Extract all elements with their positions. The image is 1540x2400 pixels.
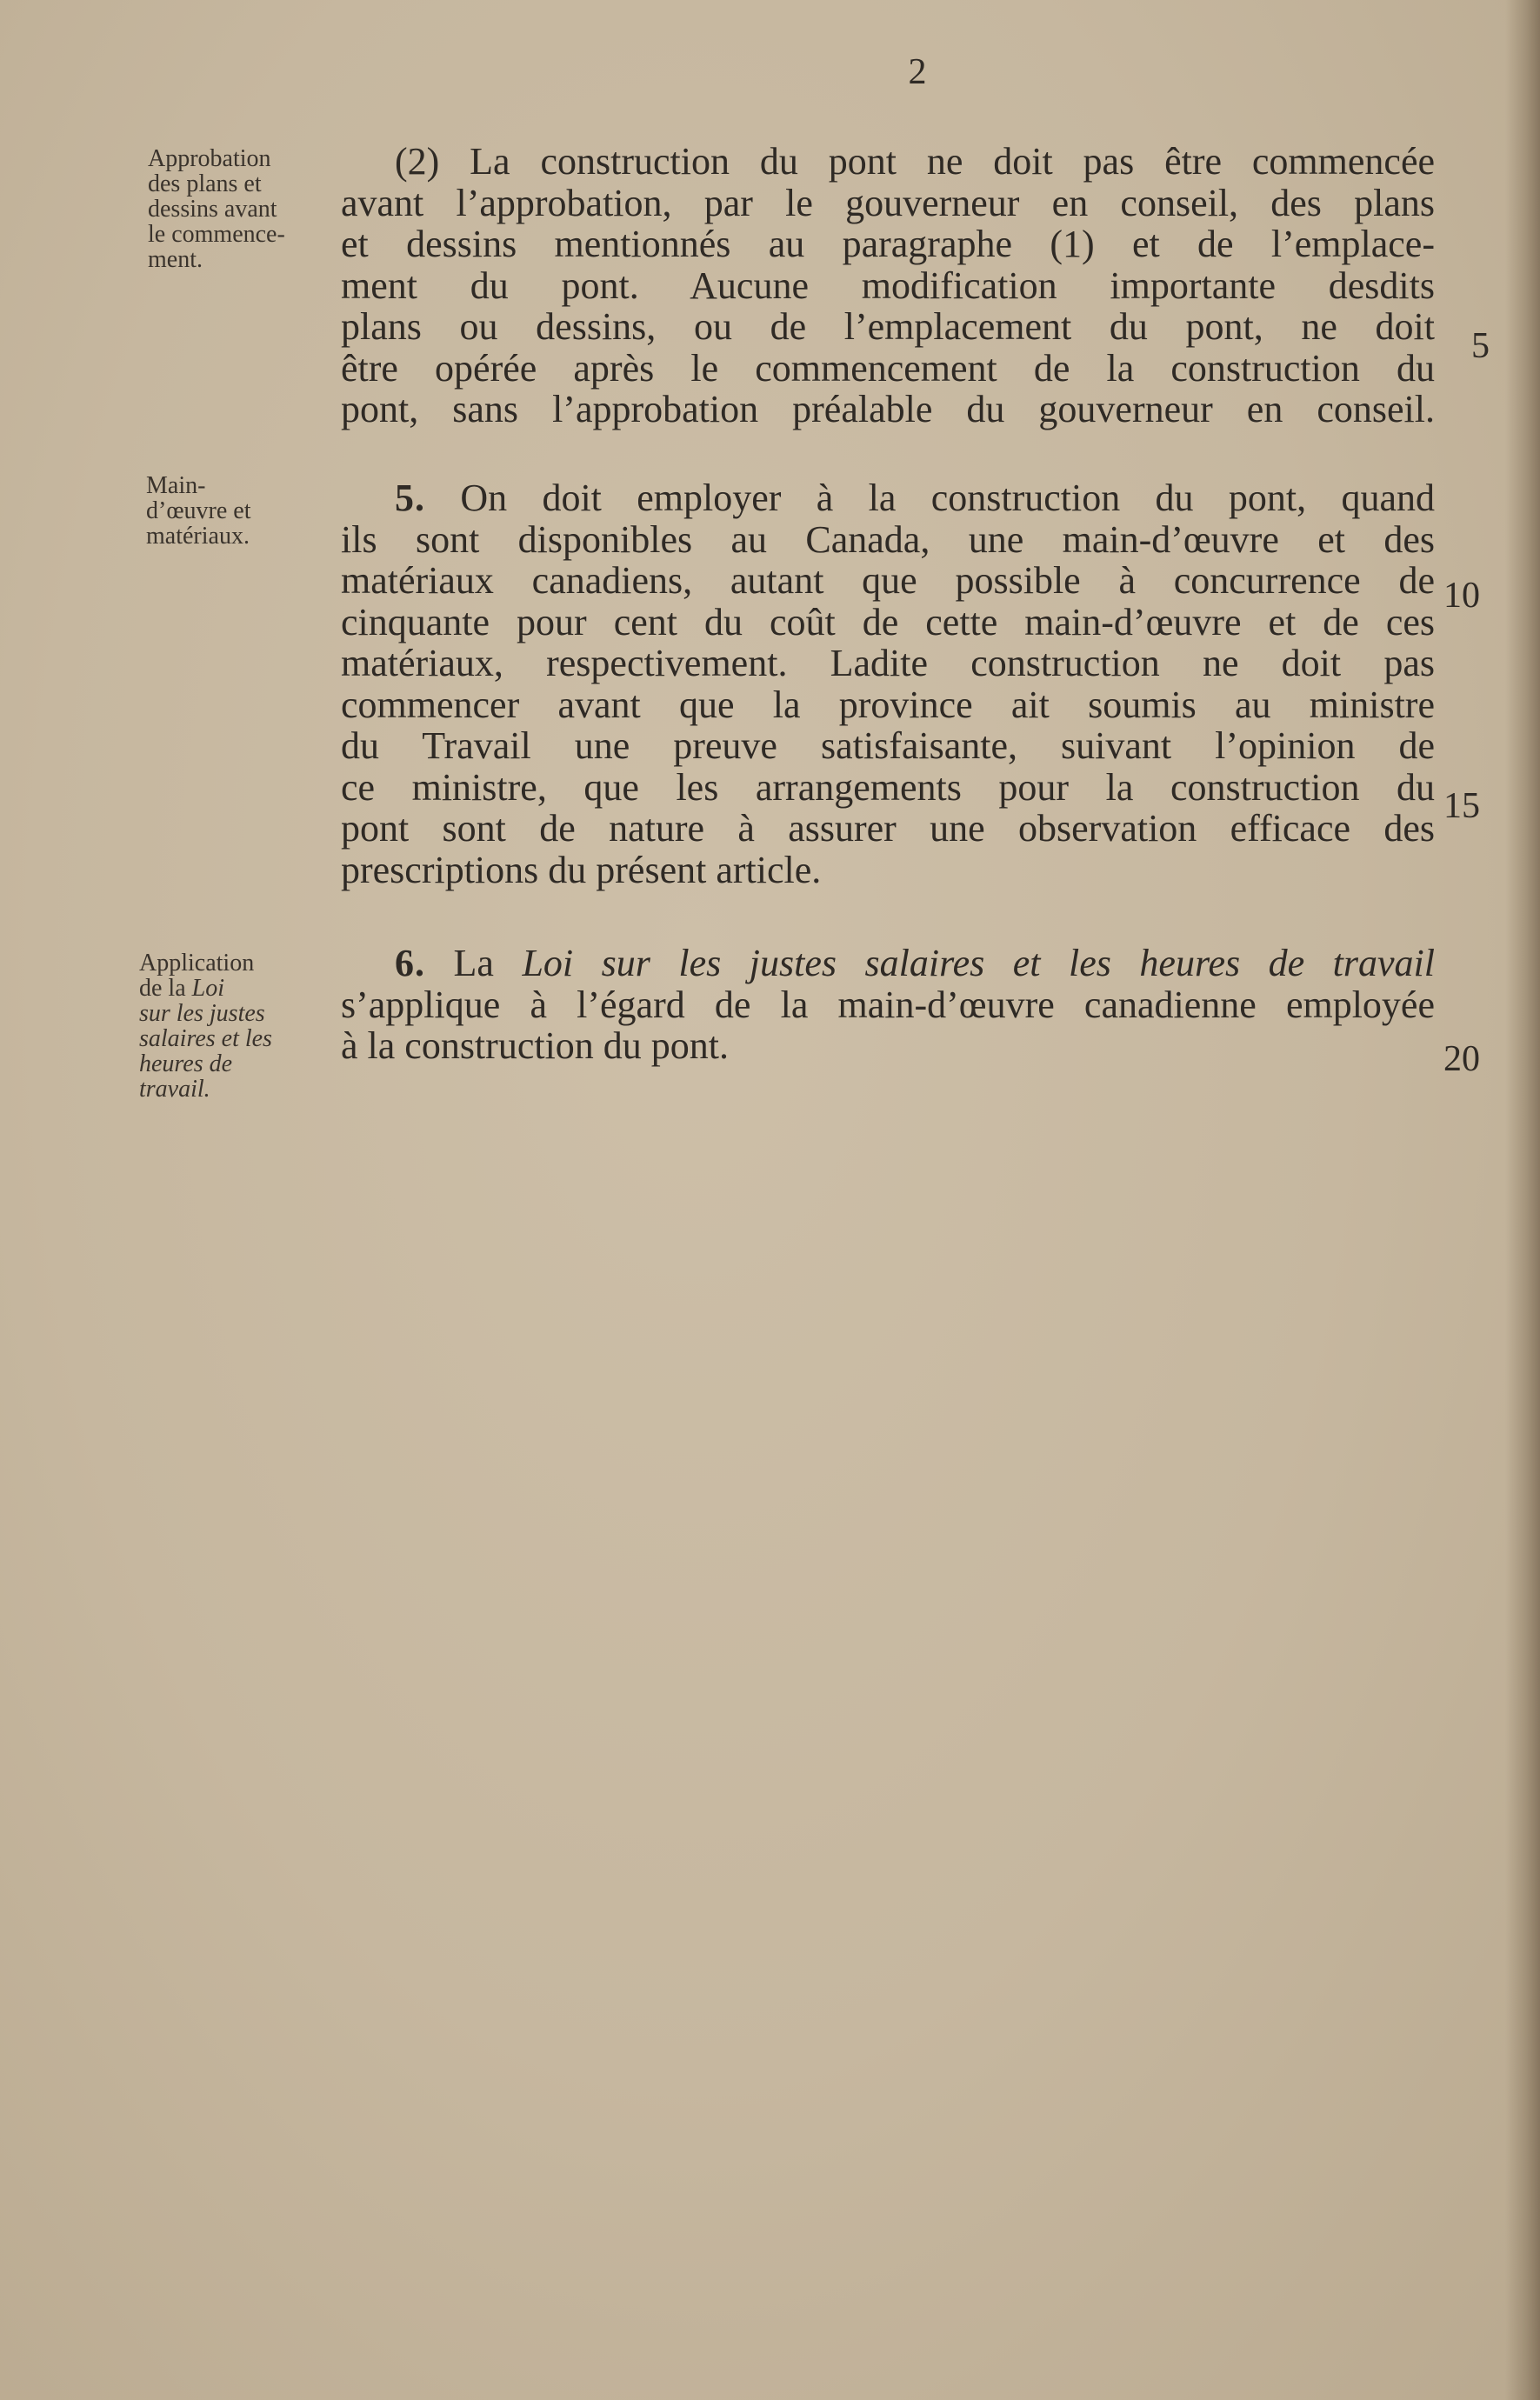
line-number: 10 (1443, 576, 1480, 616)
margin-note-line (139, 1077, 326, 1102)
line-number: 20 (1443, 1039, 1480, 1079)
paragraph-line: (2) La construction du pont ne doit pas être commencée (395, 140, 1435, 183)
paragraph-line: à la construction du pont. (341, 1024, 730, 1067)
margin-note-line: Application (139, 950, 255, 977)
paragraph-line: s’applique à l’égard de la main-d’œuvre canadienne employée (341, 983, 1435, 1026)
paragraph-line: et dessins mentionnés au paragraphe (1) et de l’emplace- (341, 223, 1435, 265)
section-number: 5. (395, 477, 425, 519)
paragraph-line: ce ministre, que les arrangements pour la construction du (341, 765, 1435, 809)
margin-note-line: le commence- (148, 221, 285, 248)
paragraph-line: ment du pont. Aucune modification importante desdits (341, 263, 1435, 307)
margin-note-line: Main- (146, 472, 206, 499)
margin-note-line (139, 1051, 326, 1077)
paragraph-line: matériaux canadiens, autant que possible à concurrence de (341, 559, 1435, 602)
margin-note-italic-text: travail. (139, 1076, 210, 1103)
paragraph-line: prescriptions du présent article. (341, 848, 822, 891)
margin-note-line: matériaux. (146, 523, 250, 550)
paragraph-line: cinquante pour cent du coût de cette main-d’œuvre et de ces (341, 600, 1435, 643)
line-number: 5 (1471, 326, 1490, 366)
paragraph-line: du Travail une preuve satisfaisante, suivant l’opinion de (341, 724, 1435, 767)
paragraph-text: On doit employer à la construction du pont, quand (460, 477, 1435, 519)
paragraph-line: avant l’approbation, par le gouverneur en conseil, des plans (341, 181, 1435, 224)
margin-note-approbation (148, 146, 335, 272)
paragraph-section-6 (341, 943, 1435, 1067)
paragraph-line: commencer avant que la province ait soumis au ministre (341, 683, 1435, 726)
paragraph-line: matériaux, respectivement. Ladite construction ne doit pas (341, 642, 1435, 684)
paragraph-line: ils sont disponibles au Canada, une main-d’œuvre et des (341, 517, 1435, 561)
margin-note-line: ment. (148, 246, 203, 273)
section-number: 6. (395, 942, 425, 984)
margin-note-line (139, 1026, 326, 1051)
margin-note-italic-text: Loi (191, 975, 224, 1002)
paragraph-line (341, 477, 1435, 519)
margin-note-line: dessins avant (148, 196, 277, 223)
paragraph-text: La (453, 942, 523, 984)
paragraph-line: être opérée après le commencement de la construction du (341, 346, 1435, 390)
page-number: 2 (908, 52, 927, 92)
margin-note-line: d’œuvre et (146, 497, 251, 524)
paragraph-subsection-2 (341, 141, 1435, 430)
margin-note-text: de la (139, 975, 192, 1002)
paragraph-line: pont sont de nature à assurer une observation efficace des (341, 807, 1435, 850)
paragraph-section-5 (341, 477, 1435, 890)
margin-note-line (139, 976, 326, 1001)
margin-note-italic-text: salaires et les (139, 1025, 272, 1052)
paragraph-line: plans ou dessins, ou de l’emplacement du pont, ne doit (341, 305, 1435, 348)
paragraph-line (341, 943, 1435, 984)
paragraph-line: pont, sans l’approbation préalable du gouverneur en conseil. (341, 388, 1435, 430)
line-number: 15 (1443, 786, 1480, 826)
margin-note-italic-text: heures de (139, 1050, 233, 1077)
statute-title: Loi sur les justes salaires et les heures de travail (522, 942, 1435, 984)
margin-note-italic-text: sur les justes (139, 1000, 265, 1027)
margin-note-line: Approbation (148, 145, 271, 172)
margin-note-line: des plans et (148, 170, 262, 197)
margin-note-main-doeuvre (146, 473, 333, 549)
margin-note-line (139, 1001, 326, 1026)
margin-note-application-loi (139, 950, 326, 1102)
